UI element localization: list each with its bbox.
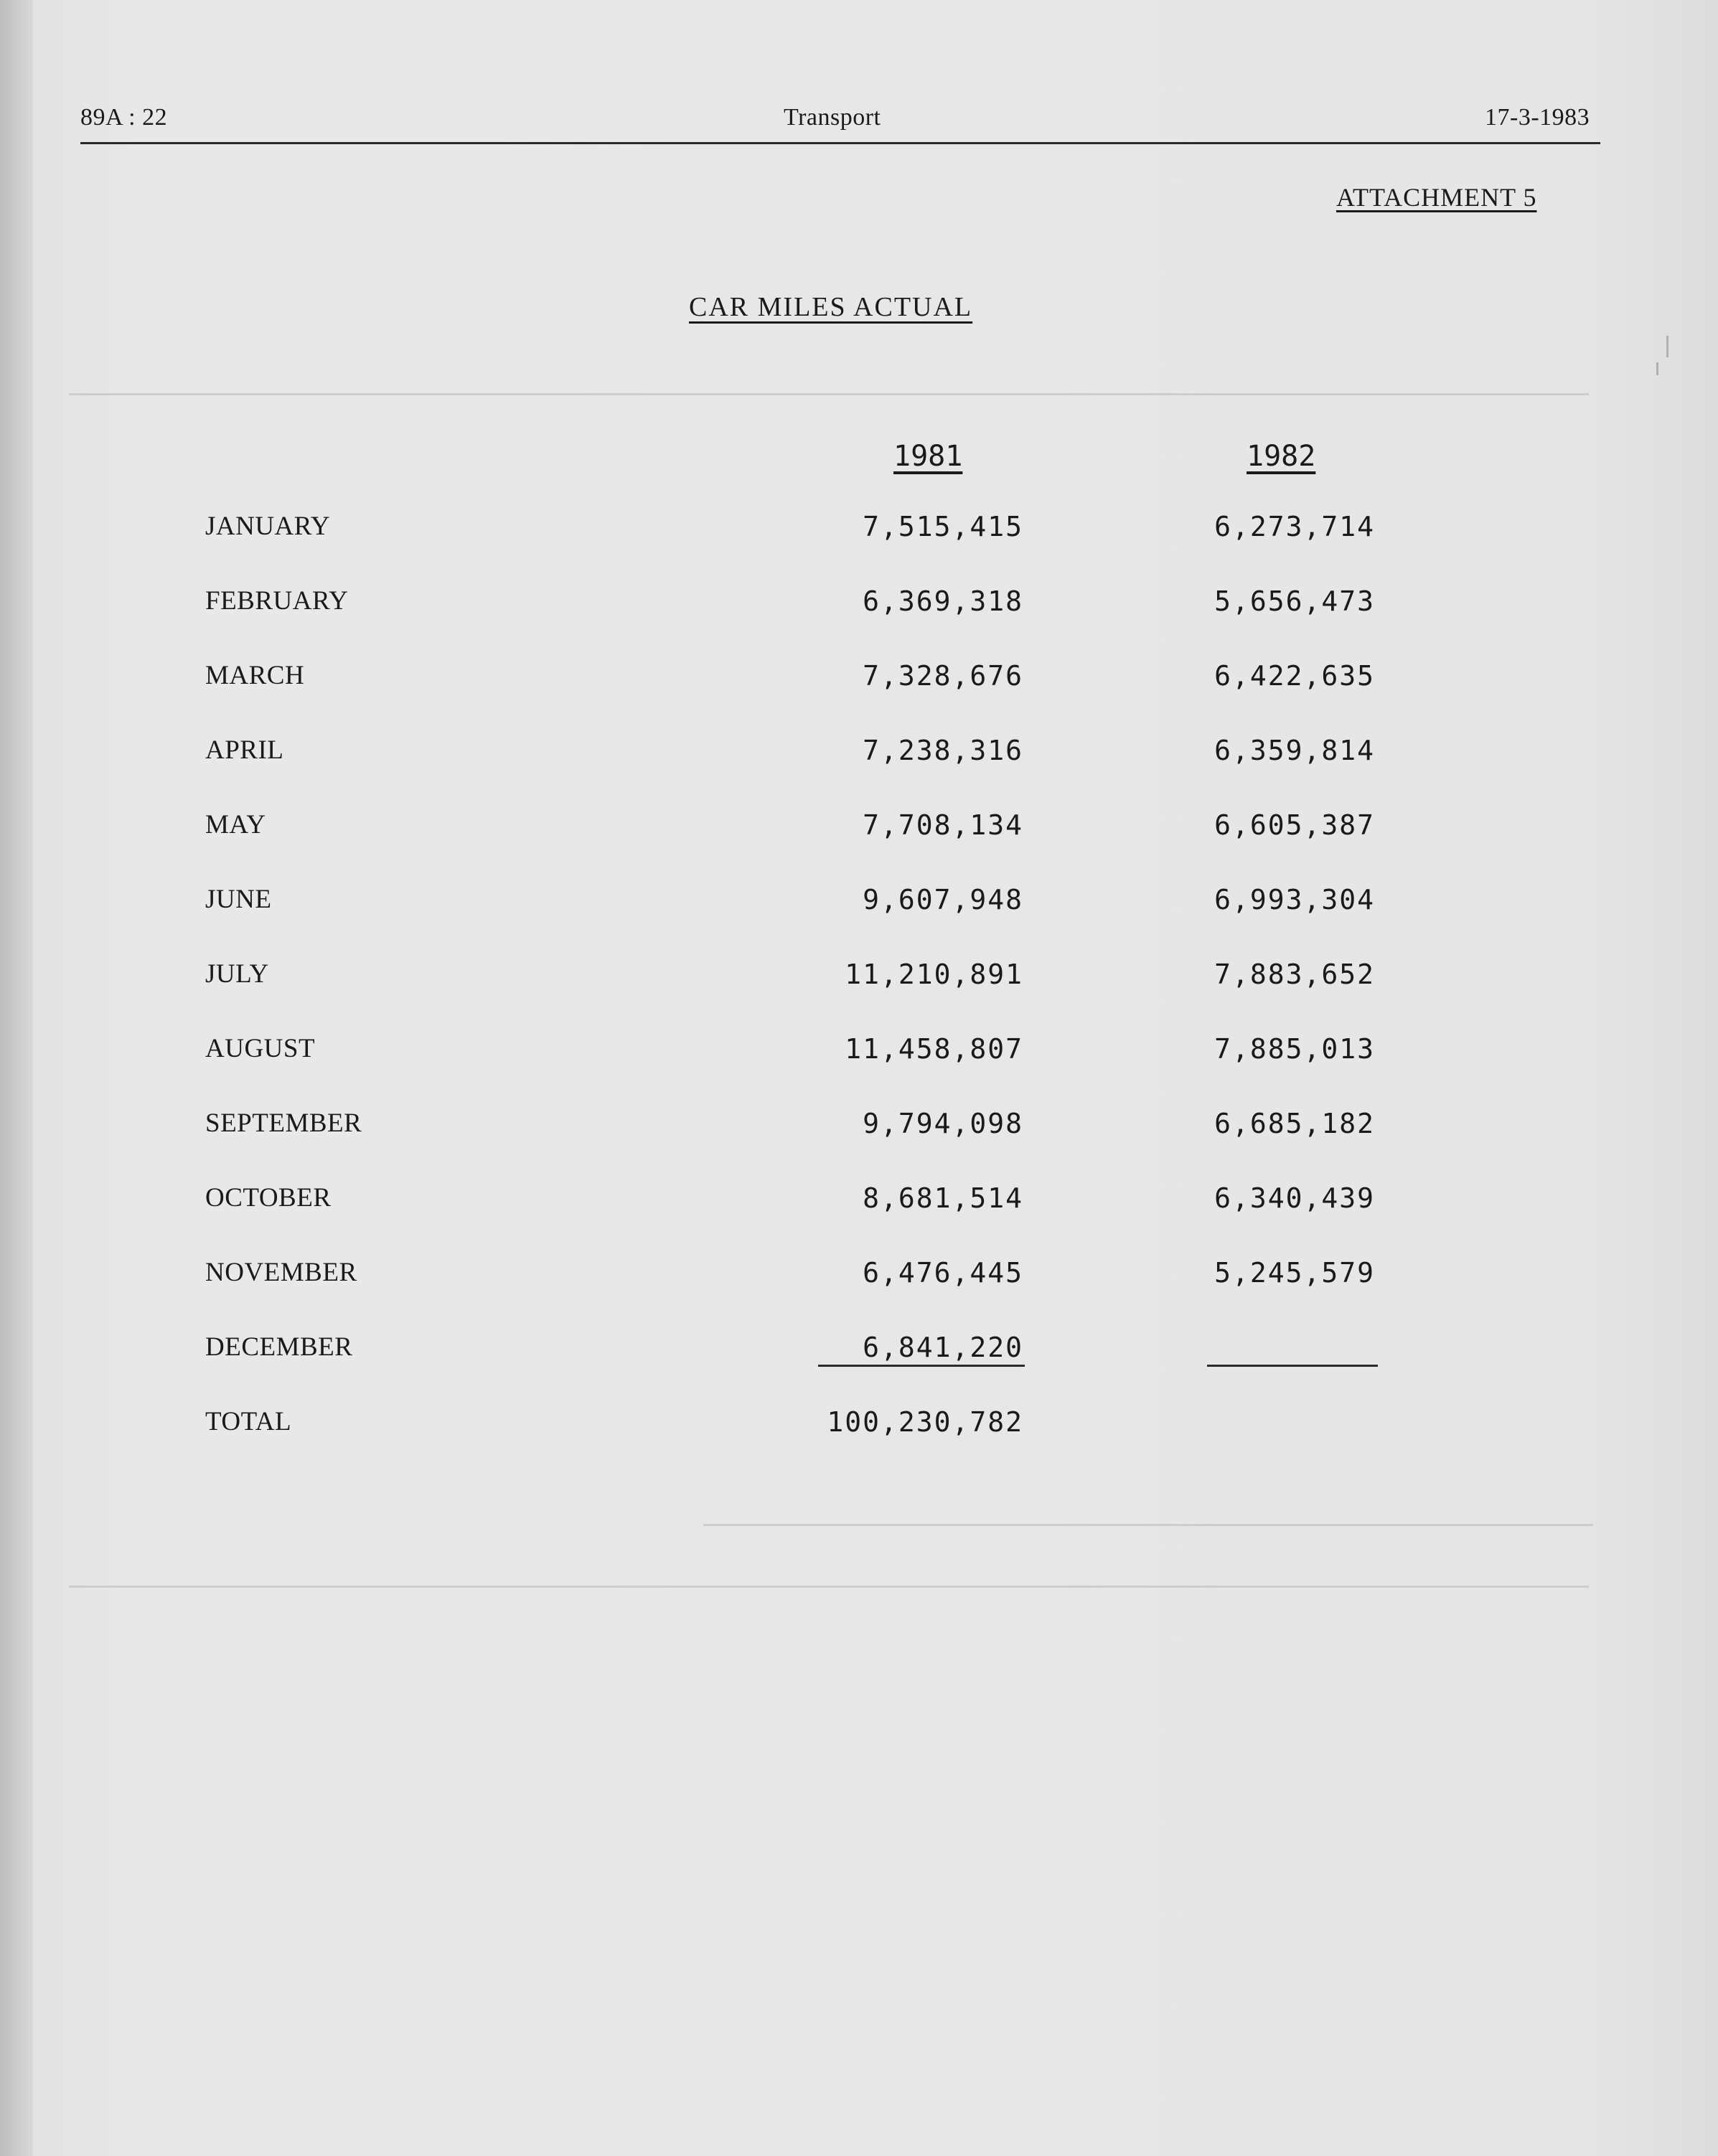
header-date: 17-3-1983 [1485,104,1590,131]
value-1981: 7,238,316 [863,735,1023,766]
value-1982: 6,273,714 [1214,511,1375,542]
value-1981: 6,369,318 [863,585,1023,617]
total-label: TOTAL [205,1407,292,1436]
value-1981: 11,210,891 [845,959,1023,990]
value-1982: 6,605,387 [1214,809,1375,841]
month-label: MARCH [205,661,305,690]
value-1981: 6,841,220 [863,1332,1023,1363]
value-1981: 7,708,134 [863,809,1023,841]
bleed-through-rule [69,393,1589,395]
value-1982: 6,993,304 [1214,884,1375,915]
month-label: SEPTEMBER [205,1108,362,1138]
table-title: CAR MILES ACTUAL [689,292,973,322]
table-row [0,511,1718,554]
value-1982: 6,685,182 [1214,1108,1375,1139]
table-row [0,809,1718,852]
attachment-label: ATTACHMENT 5 [1336,183,1537,212]
value-1982: 5,656,473 [1214,585,1375,617]
month-label: APRIL [205,735,284,765]
month-label: DECEMBER [205,1332,353,1362]
section-title: Transport [784,104,881,131]
table-row [0,1257,1718,1300]
total-row [0,1406,1718,1449]
value-1982: 6,422,635 [1214,660,1375,692]
month-label: FEBRUARY [205,586,349,616]
margin-mark [1656,362,1658,375]
month-label: JANUARY [205,512,331,541]
value-1982: 6,340,439 [1214,1182,1375,1214]
value-1981: 8,681,514 [863,1182,1023,1214]
value-1981: 7,328,676 [863,660,1023,692]
month-label: OCTOBER [205,1183,332,1213]
table-row [0,660,1718,703]
table-row [0,585,1718,629]
column-header-1981: 1981 [893,440,963,473]
month-label: MAY [205,810,266,839]
value-1981: 6,476,445 [863,1257,1023,1289]
value-1981: 11,458,807 [845,1033,1023,1065]
month-label: AUGUST [205,1034,316,1063]
column-header-1982: 1982 [1247,440,1316,473]
table-row [0,1182,1718,1225]
table-row [0,959,1718,1002]
table-row [0,884,1718,927]
table-row [0,1108,1718,1151]
header-rule [80,142,1600,144]
value-1981: 7,515,415 [863,511,1023,542]
value-1982: 7,883,652 [1214,959,1375,990]
table-row [0,735,1718,778]
sum-rule-1981 [818,1365,1025,1367]
sum-rule-1982 [1207,1365,1378,1367]
total-1981: 100,230,782 [827,1406,1023,1438]
month-label: JUNE [205,885,272,914]
table-row [0,1033,1718,1076]
page-number: 89A : 22 [80,104,168,131]
value-1981: 9,794,098 [863,1108,1023,1139]
value-1982: 7,885,013 [1214,1033,1375,1065]
bleed-through-rule [69,1586,1589,1588]
value-1982: 6,359,814 [1214,735,1375,766]
month-label: NOVEMBER [205,1258,357,1287]
bleed-through-rule [703,1524,1593,1526]
value-1982: 5,245,579 [1214,1257,1375,1289]
binding-edge [0,0,33,2156]
margin-mark [1666,336,1668,357]
value-1981: 9,607,948 [863,884,1023,915]
table-row [0,1332,1718,1375]
month-label: JULY [205,959,269,989]
